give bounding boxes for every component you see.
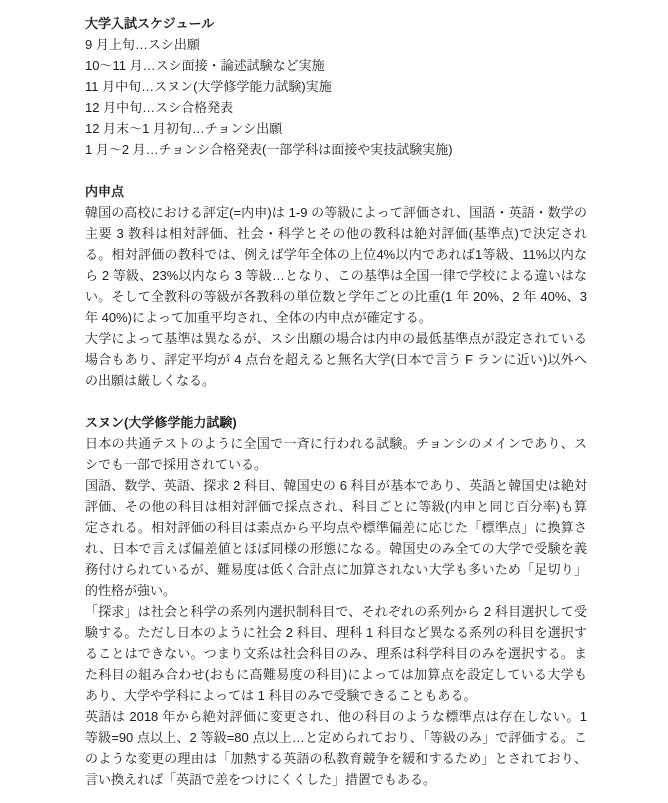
section-admission-schedule xyxy=(85,13,587,160)
schedule-item: 1 月～2 月…チョンシ合格発表(一部学科は面接や実技試験実施) xyxy=(85,142,453,157)
paragraph: 英語は 2018 年から絶対評価に変更され、他の科目のような標準点は存在しない。1 等級=90 点以上、2 等級=80 点以上…と定められており、「等級のみ」で評価する。このような変更の理由は「加熱する英語の私教育競争を緩和するため」とされており、言い換えれば「英語で差をつけにくくした」措置でもある。 xyxy=(85,709,587,787)
section-heading-suneung: スヌン(大学修学能力試験) xyxy=(85,415,237,430)
schedule-item: 12 月中旬…スシ合格発表 xyxy=(85,100,234,115)
paragraph: 日本の共通テストのように全国で一斉に行われる試験。チョンシのメインであり、スシでも一部で採用されている。 xyxy=(85,436,587,472)
section-heading-admission-schedule: 大学入試スケジュール xyxy=(85,16,215,31)
section-suneung xyxy=(85,412,587,790)
paragraph: 国語、数学、英語、探求 2 科目、韓国史の 6 科目が基本であり、英語と韓国史は絶対評価、その他の科目は相対評価で採点され、科目ごとに等級(内申と同じ百分率)も算定される。相対評価の科目は素点から平均点や標準偏差に応じた「標準点」に換算され、日本で言えば偏差値とほぼ同様の形態になる。韓国史のみ全ての大学で受験を義務付けられているが、難易度は低く合計点に加算されない大学も多いため「足切り」的性格が強い。 xyxy=(85,478,587,598)
paragraph: 韓国の高校における評定(=内申)は 1-9 の等級によって評価され、国語・英語・数学の主要 3 教科は相対評価、社会・科学とその他の教科は絶対評価(基準点)で決定される。相対評価の教科では、例えば学年全体の上位4%以内であれば1等級、11%以内なら 2 等級、23%以内なら 3 等級…となり、この基準は全国一律で学校による違いはない。そして全教科の等級が各教科の単位数と学年ごとの比重(1 年 20%、2 年 40%、3 年 40%)によって加重平均され、全体の内申点が確定する。 xyxy=(85,205,587,325)
paragraph: 「探求」は社会と科学の系列内選択制科目で、それぞれの系列から 2 科目選択して受験する。ただし日本のように社会 2 科目、理科 1 科目など異なる系列の科目を選択することはできない。つまり文系は社会科目のみ、理系は科学科目のみを選択する。また科目の組み合わせ(おもに高難易度の科目)によっては加算点を設定している大学もあり、大学や学科によっては 1 科目のみで受験できることもある。 xyxy=(85,604,587,703)
schedule-item: 11 月中旬…スヌン(大学修学能力試験)実施 xyxy=(85,79,332,94)
schedule-item: 10～11 月…スシ面接・論述試験など実施 xyxy=(85,58,325,73)
schedule-item: 9 月上旬…スシ出願 xyxy=(85,37,200,52)
paragraph: 大学によって基準は異なるが、スシ出願の場合は内申の最低基準点が設定されている場合もあり、評定平均が 4 点台を超えると無名大学(日本で言う F ランに近い)以外への出願は厳しくなる。 xyxy=(85,331,587,388)
section-heading-naishinten: 内申点 xyxy=(85,184,125,199)
schedule-item: 12 月末～1 月初旬…チョンシ出願 xyxy=(85,121,283,136)
section-naishinten xyxy=(85,181,587,391)
